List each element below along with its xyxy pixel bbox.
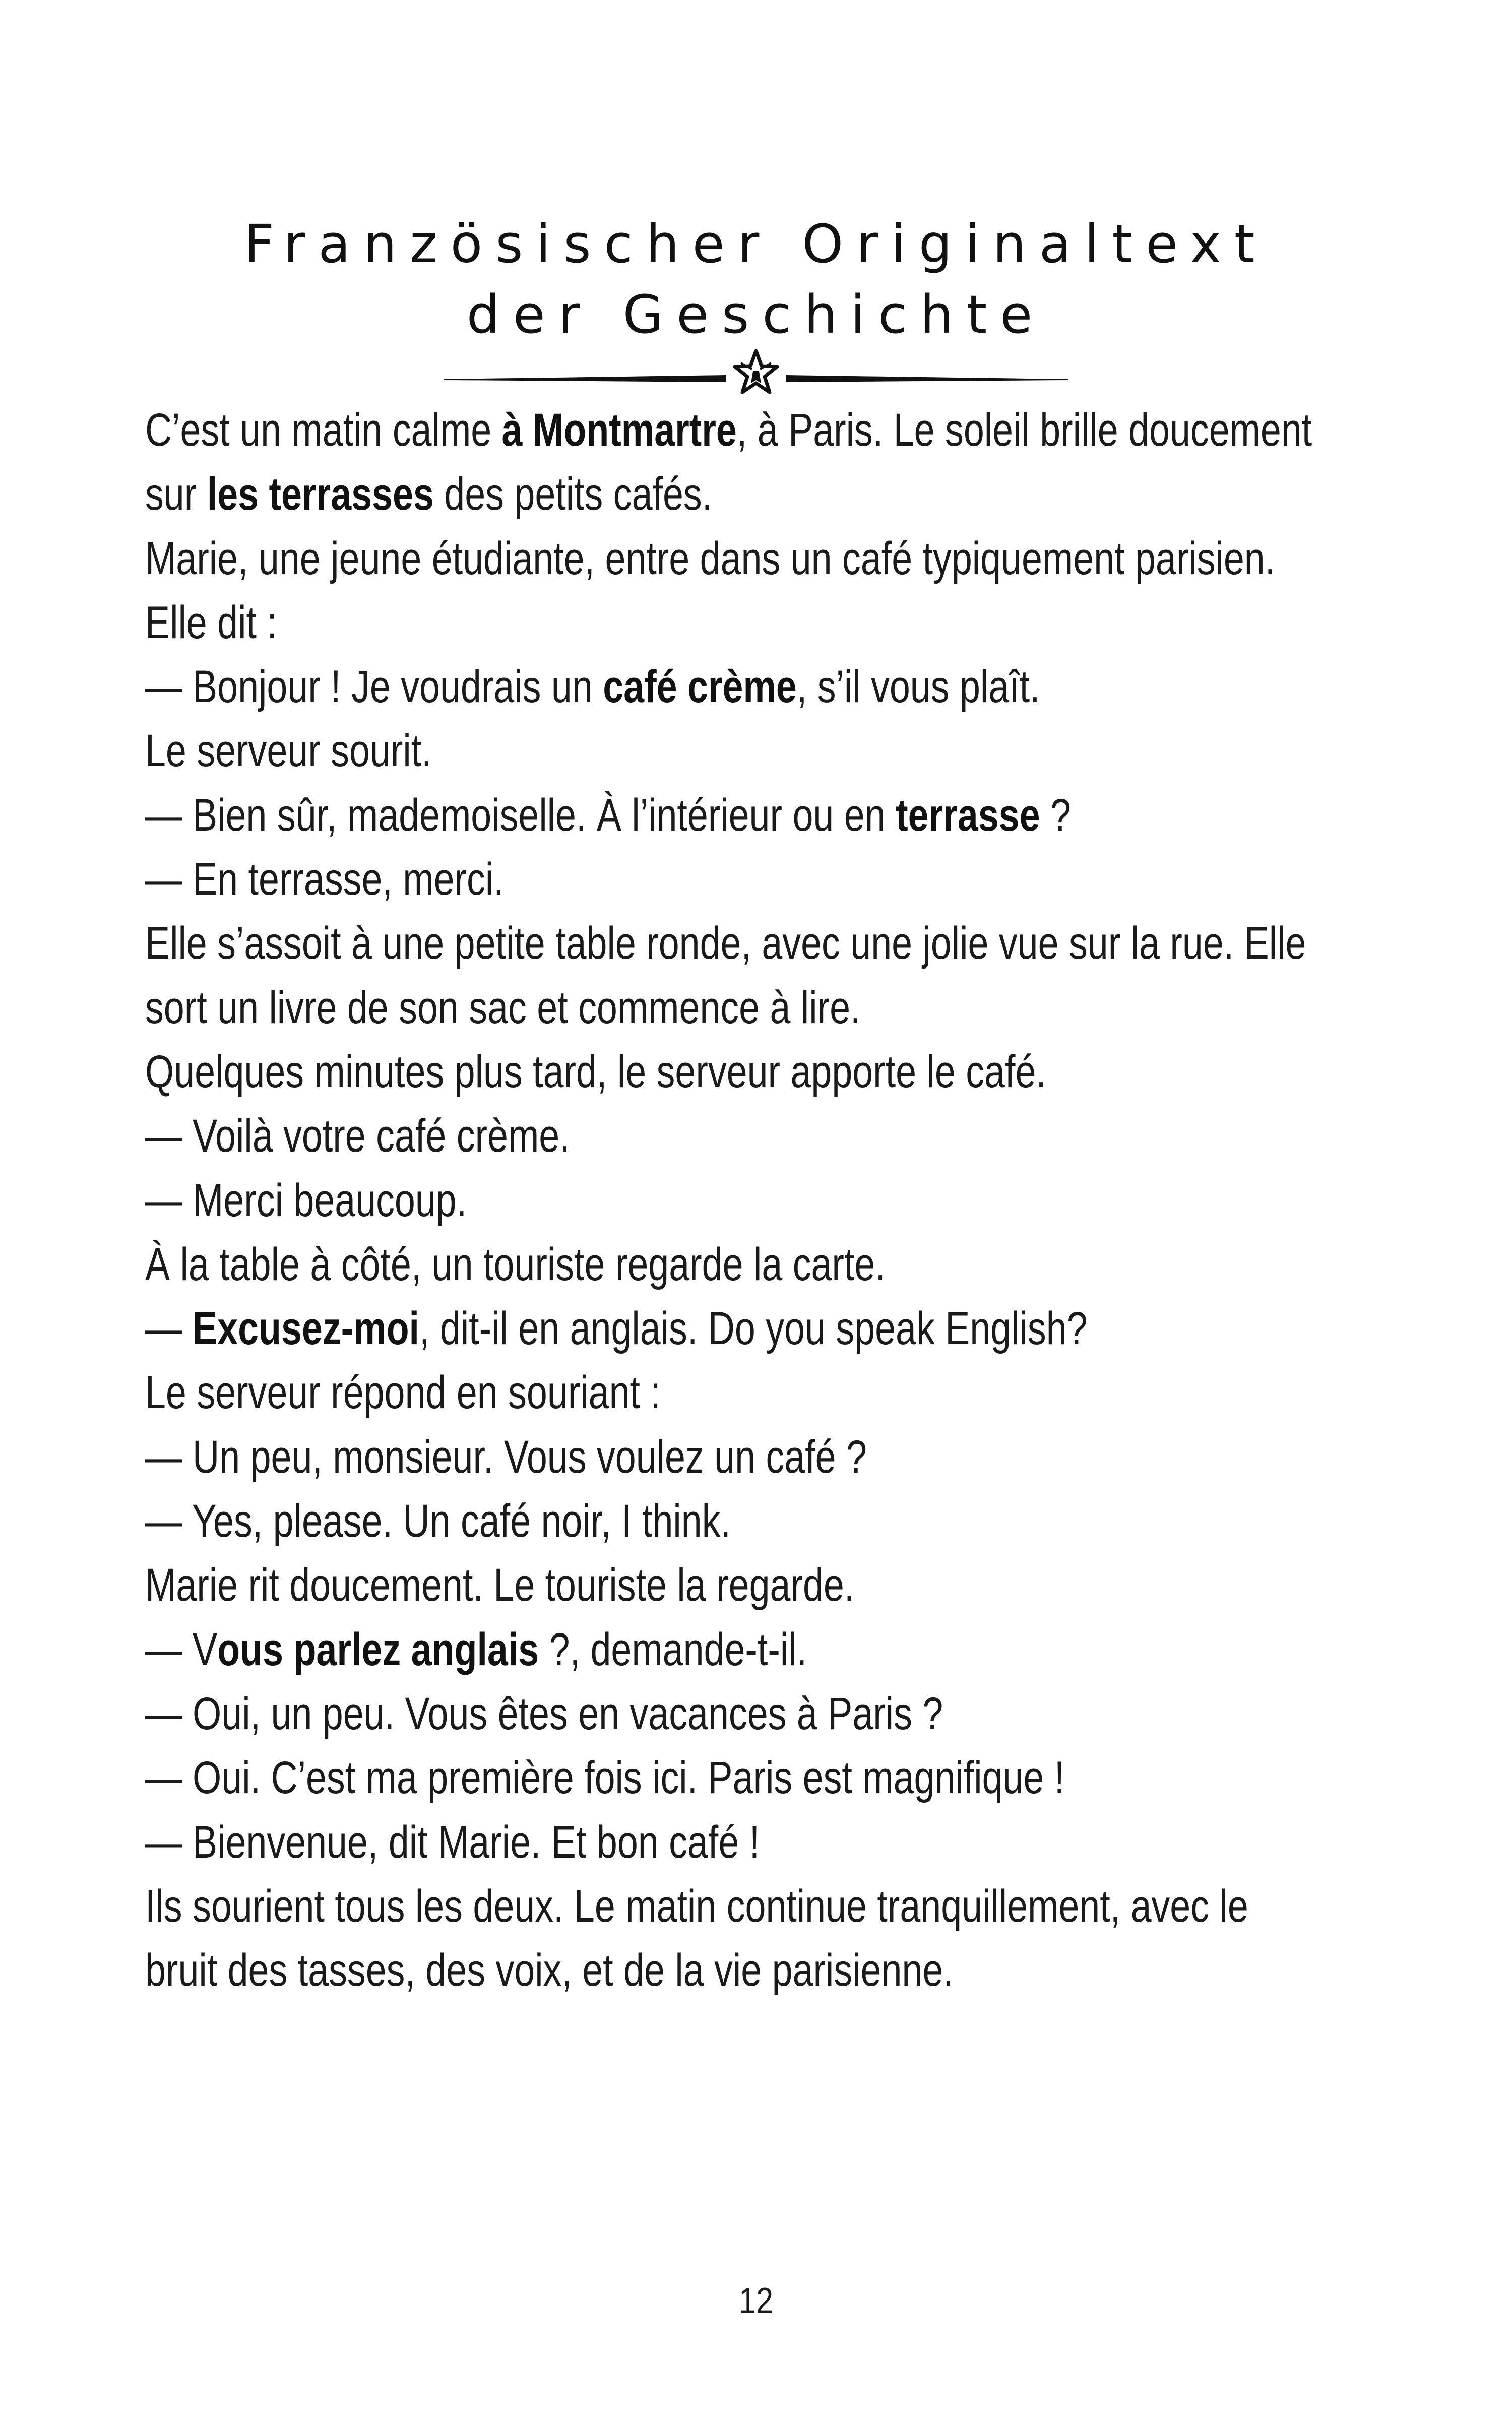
story-line: [145, 1297, 1435, 1361]
text-run: — En terrasse, merci.: [145, 854, 504, 905]
story-line: [145, 976, 1435, 1040]
text-run: ?, demande-t-il.: [539, 1623, 807, 1675]
text-run: sur: [145, 468, 207, 520]
text-run: Ils sourient tous les deux. Le matin continue tranquillement, avec le: [145, 1880, 1248, 1932]
text-run: —: [145, 1303, 193, 1355]
text-run: Quelques minutes plus tard, le serveur apporte le café.: [145, 1046, 1046, 1098]
text-run: À la table à côté, un touriste regarde la carte.: [145, 1238, 886, 1290]
text-run: Marie rit doucement. Le touriste la regarde.: [145, 1559, 855, 1611]
text-run: C’est un matin calme: [145, 404, 502, 456]
story-line: [145, 1425, 1435, 1489]
bold-phrase: Excusez-moi: [193, 1303, 419, 1355]
text-run: — V: [145, 1623, 218, 1675]
text-run: — Bien sûr, mademoiselle. À l’intérieur ou en: [145, 789, 896, 841]
story-line: [145, 1040, 1435, 1104]
story-line: [145, 719, 1435, 783]
story-line: [145, 527, 1435, 591]
story-line: [145, 1939, 1435, 2003]
text-run: Le serveur répond en souriant :: [145, 1367, 661, 1419]
story-line: [145, 1618, 1435, 1682]
story-line: [145, 1874, 1435, 1939]
text-run: Marie, une jeune étudiante, entre dans un café typiquement parisien.: [145, 532, 1276, 584]
text-run: ?: [1040, 789, 1071, 841]
text-run: — Un peu, monsieur. Vous voulez un café ?: [145, 1431, 867, 1483]
page-title-line-2: der Geschichte: [466, 284, 1046, 345]
story-line: [145, 1810, 1435, 1874]
text-run: — Bonjour ! Je voudrais un: [145, 661, 603, 713]
bold-phrase: les terrasses: [207, 468, 434, 520]
text-run: , dit-il en anglais. Do you speak English?: [419, 1303, 1088, 1355]
story-line: [145, 1169, 1435, 1233]
story-line: [145, 398, 1435, 462]
text-run: — Bienvenue, dit Marie. Et bon café !: [145, 1816, 760, 1868]
text-run: — Yes, please. Un café noir, I think.: [145, 1495, 731, 1547]
divider-line-right: [786, 375, 1068, 382]
text-run: — Oui, un peu. Vous êtes en vacances à Paris ?: [145, 1687, 943, 1739]
divider-line-left: [444, 375, 726, 382]
text-run: — Voilà votre café crème.: [145, 1110, 570, 1162]
story-line: [145, 1489, 1435, 1553]
text-run: bruit des tasses, des voix, et de la vie parisienne.: [145, 1945, 954, 1996]
text-run: — Merci beaucoup.: [145, 1174, 467, 1226]
page-title-line-1: Französischer Originaltext: [244, 213, 1268, 275]
story-line: [145, 1682, 1435, 1746]
story-line: [145, 591, 1435, 655]
bold-phrase: à Montmartre: [501, 404, 737, 456]
story-line: [145, 462, 1435, 526]
text-run: , s’il vous plaît.: [796, 661, 1040, 713]
story-line: [145, 1104, 1435, 1168]
bold-phrase: café crème: [603, 661, 797, 713]
story-line: [145, 848, 1435, 912]
story-text: [145, 398, 1435, 2003]
bold-phrase: terrasse: [896, 789, 1040, 841]
text-run: — Oui. C’est ma première fois ici. Paris est magnifique !: [145, 1752, 1065, 1804]
story-line: [145, 912, 1435, 976]
page-number: 12: [738, 2281, 774, 2321]
text-run: Elle s’assoit à une petite table ronde, avec une jolie vue sur la rue. Elle: [145, 918, 1306, 970]
text-run: des petits cafés.: [433, 468, 713, 520]
bold-phrase: ous parlez anglais: [217, 1623, 539, 1675]
story-line: [145, 1746, 1435, 1810]
story-line: [145, 1361, 1435, 1425]
story-line: [145, 783, 1435, 848]
story-line: [145, 1553, 1435, 1617]
story-line: [145, 655, 1435, 719]
text-run: , à Paris. Le soleil brille doucement: [736, 404, 1312, 456]
text-run: Le serveur sourit.: [145, 725, 432, 777]
title-divider: [444, 347, 1068, 402]
text-run: Elle dit :: [145, 596, 277, 648]
story-line: [145, 1233, 1435, 1297]
star-icon: [735, 351, 777, 392]
text-run: sort un livre de son sac et commence à lire.: [145, 982, 861, 1034]
